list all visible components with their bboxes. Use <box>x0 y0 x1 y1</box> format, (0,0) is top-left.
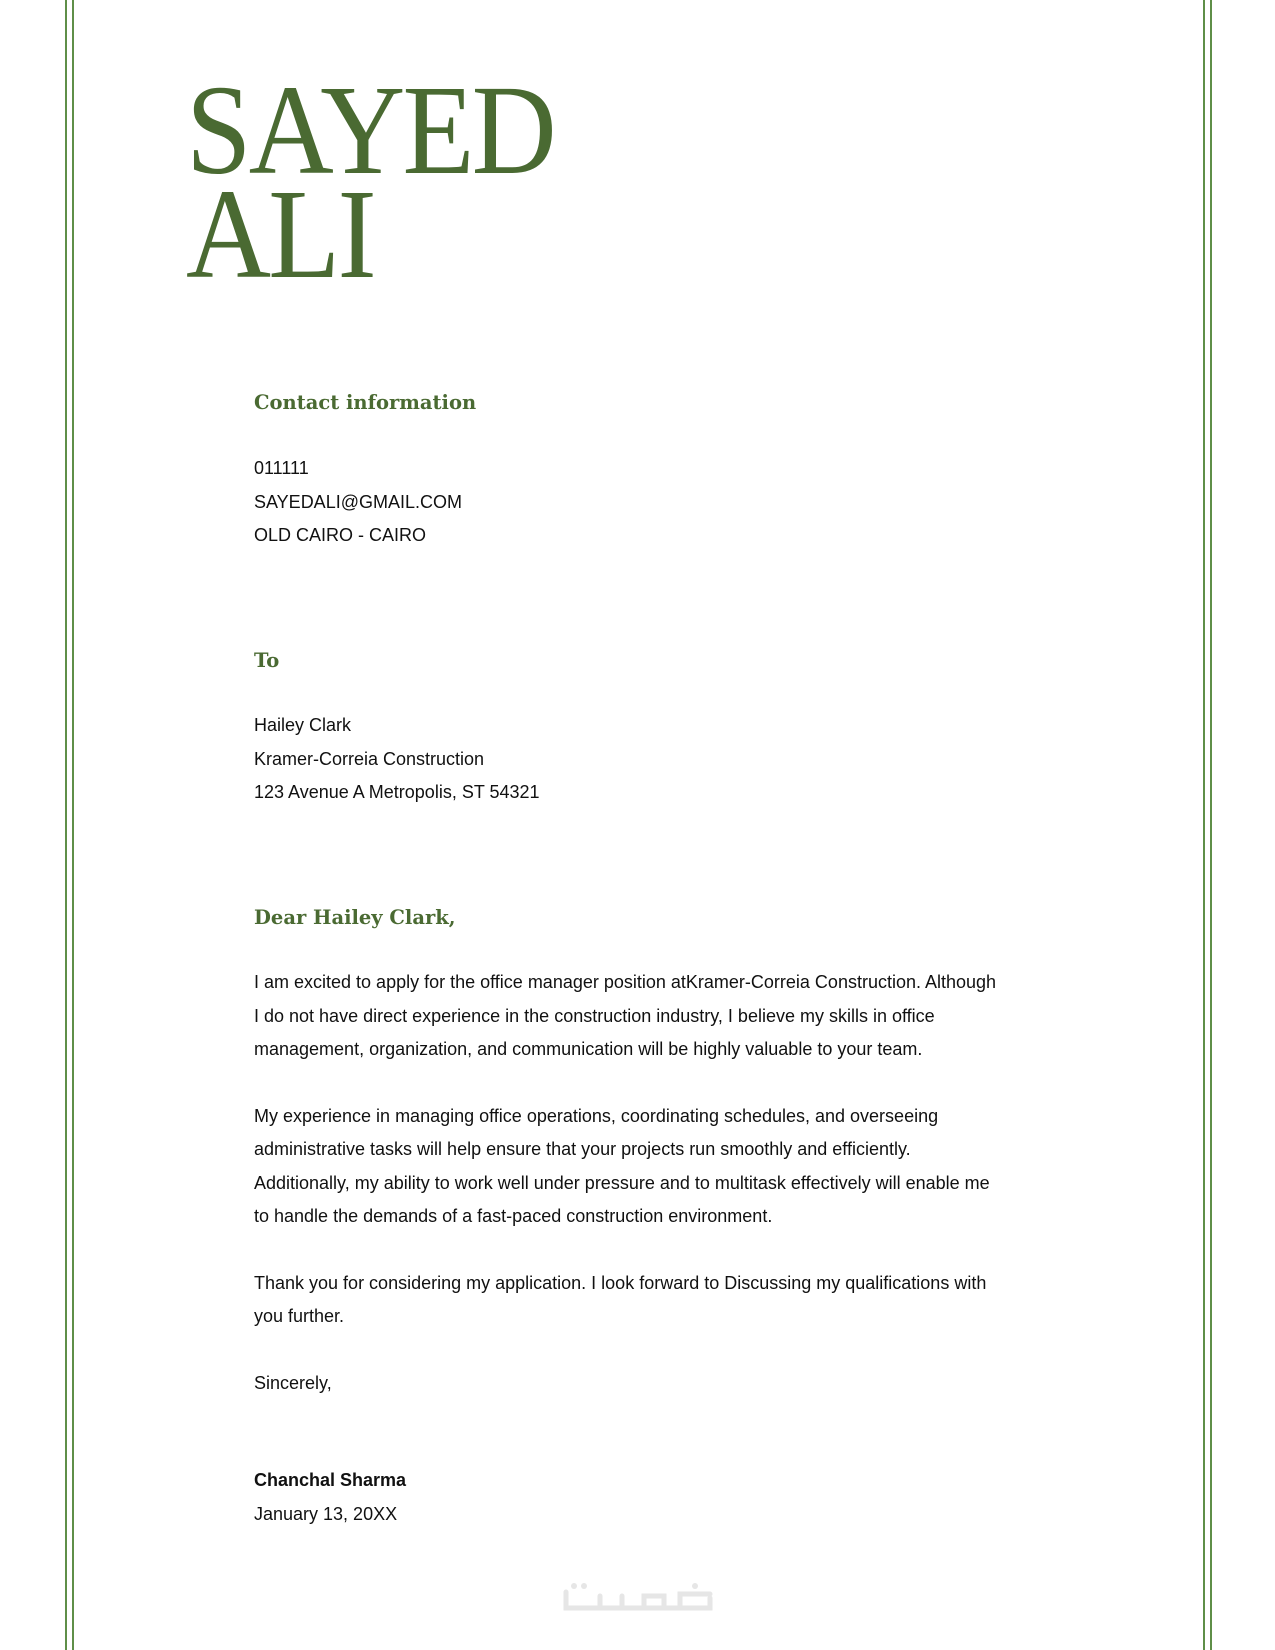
recipient-details <box>254 709 540 810</box>
paragraph-2 <box>254 1100 996 1234</box>
paragraph-line: My experience in managing office operations, coordinating schedules, and overseeing <box>254 1105 939 1126</box>
paragraph-line: I am excited to apply for the office manager position atKramer-Correia Construction. Although <box>254 972 997 992</box>
paragraph-line: to handle the demands of a fast-paced construction environment. <box>254 1206 773 1226</box>
name-first: SAYED <box>186 59 554 201</box>
paragraph-line: Thank you for considering my application. I look forward to Discussing my qualifications with <box>254 1272 987 1293</box>
page-border-left-inner <box>72 0 74 1650</box>
closing: Sincerely, <box>254 1372 332 1393</box>
paragraph-line: administrative tasks will help ensure that your projects run smoothly and efficiently. <box>254 1139 911 1159</box>
contact-phone: 011111 <box>254 458 309 478</box>
recipient-heading: To <box>254 649 280 672</box>
recipient-company: Kramer-Correia Construction <box>254 748 485 769</box>
page-border-right-outer <box>1210 0 1212 1650</box>
recipient-address: 123 Avenue A Metropolis, ST 54321 <box>254 782 540 802</box>
contact-address: OLD CAIRO - CAIRO <box>254 525 427 545</box>
paragraph-line: you further. <box>254 1306 345 1326</box>
contact-heading: Contact information <box>254 391 477 414</box>
letter-date: January 13, 20XX <box>254 1503 398 1524</box>
salutation: Dear Hailey Clark, <box>254 906 456 929</box>
page-border-left-outer <box>65 0 67 1650</box>
letter-body <box>254 966 996 1400</box>
applicant-name <box>186 59 554 305</box>
name-last: ALI <box>186 163 374 305</box>
paragraph-line: management, organization, and communication will be highly valuable to your team. <box>254 1039 923 1059</box>
khamsat-watermark-logo <box>560 1578 720 1618</box>
page-border-right-inner <box>1203 0 1205 1650</box>
signature-name: Chanchal Sharma <box>254 1470 407 1490</box>
paragraph-line: I do not have direct experience in the construction industry, I believe my skills in office <box>254 1005 935 1026</box>
paragraph-1 <box>254 966 996 1067</box>
paragraph-3 <box>254 1267 996 1334</box>
contact-email: SAYEDALI@GMAIL.COM <box>254 491 462 512</box>
recipient-name: Hailey Clark <box>254 715 352 735</box>
contact-details <box>254 452 462 553</box>
signature-block <box>254 1464 406 1531</box>
paragraph-line: Additionally, my ability to work well under pressure and to multitask effectively will enable me <box>254 1172 990 1193</box>
